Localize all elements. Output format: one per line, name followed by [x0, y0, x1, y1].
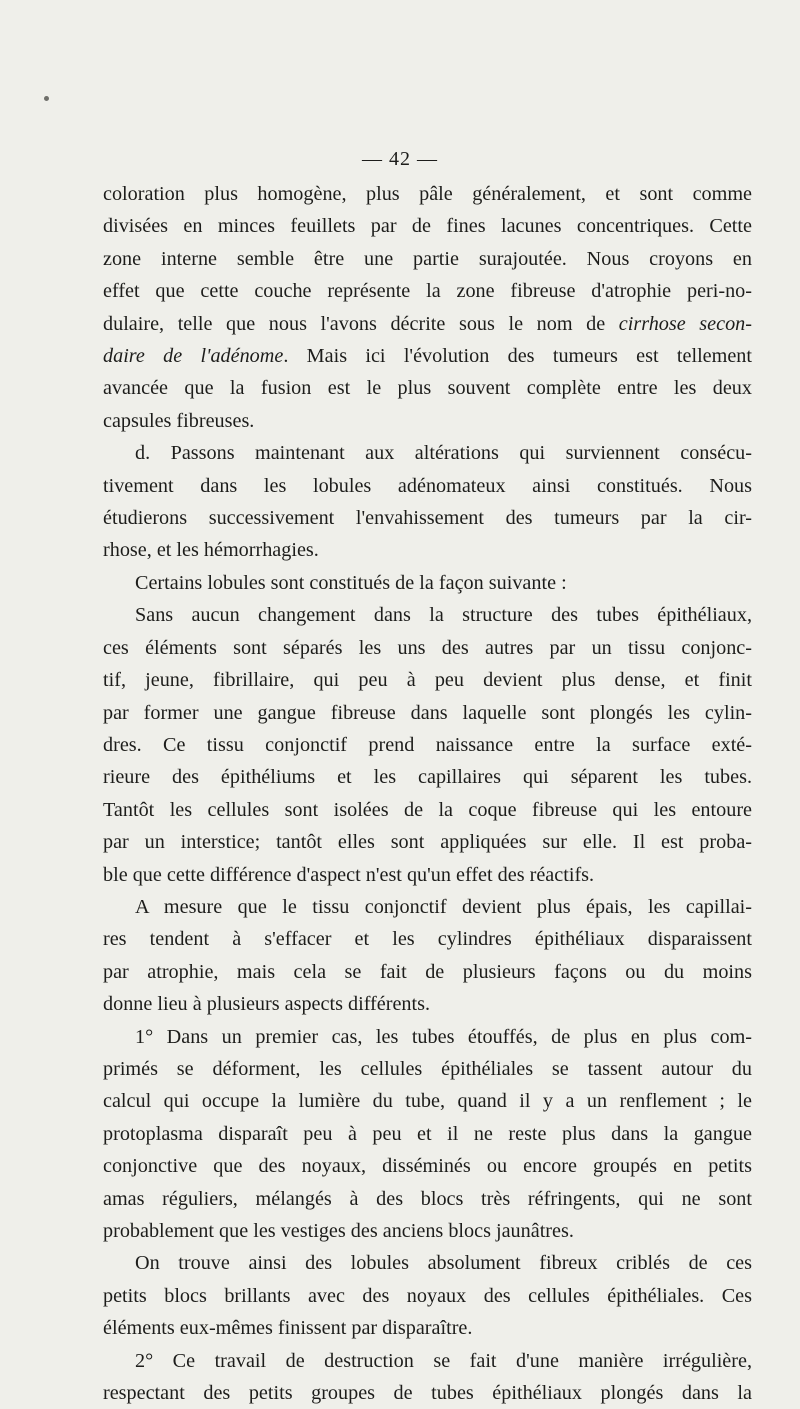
- paragraph: [103, 567, 752, 599]
- text-line: capsules fibreuses.: [103, 409, 255, 432]
- text-line: dulaire, telle que nous l'avons décrite sous le nom de cirrhose secon-: [103, 312, 752, 335]
- text-line: par atrophie, mais cela se fait de plusieurs façons ou du moins: [103, 960, 752, 983]
- text-line: ces éléments sont séparés les uns des autres par un tissu conjonc-: [103, 636, 752, 659]
- text-line: tivement dans les lobules adénomateux ainsi constitués. Nous: [103, 474, 752, 497]
- text-line: 2° Ce travail de destruction se fait d'une manière irrégulière,: [135, 1349, 752, 1372]
- paragraph: [103, 599, 752, 891]
- text-line: tif, jeune, fibrillaire, qui peu à peu devient plus dense, et finit: [103, 669, 752, 692]
- text-line: conjonctive que des noyaux, disséminés ou encore groupés en petits: [103, 1155, 752, 1178]
- paragraph: [103, 891, 752, 1021]
- text-line: petits blocs brillants avec des noyaux des cellules épithéliales. Ces: [103, 1284, 752, 1307]
- text-line: rieure des épithéliums et les capillaires qui séparent les tubes.: [103, 766, 752, 789]
- text-line: ble que cette différence d'aspect n'est qu'un effet des réactifs.: [103, 863, 595, 886]
- text-line: protoplasma disparaît peu à peu et il ne reste plus dans la gangue: [103, 1122, 752, 1145]
- text-line: primés se déforment, les cellules épithéliales se tassent autour du: [103, 1057, 752, 1080]
- text-line: res tendent à s'effacer et les cylindres épithéliaux disparaissent: [103, 928, 752, 951]
- text-line: étudierons successivement l'envahissement des tumeurs par la cir-: [103, 507, 752, 530]
- text-line: calcul qui occupe la lumière du tube, quand il y a un renflement ; le: [103, 1090, 752, 1113]
- text-line: coloration plus homogène, plus pâle généralement, et sont comme: [103, 183, 752, 205]
- text-line: Sans aucun changement dans la structure des tubes épithéliaux,: [135, 604, 752, 627]
- text-line: daire de l'adénome. Mais ici l'évolution des tumeurs est tellement: [103, 345, 753, 368]
- text-line: Tantôt les cellules sont isolées de la coque fibreuse qui les entoure: [103, 798, 752, 821]
- paragraph: [103, 1247, 752, 1344]
- text-line: A mesure que le tissu conjonctif devient plus épais, les capillai-: [135, 895, 752, 918]
- text-line: amas réguliers, mélangés à des blocs très réfringents, qui ne sont: [103, 1187, 752, 1210]
- text-line: zone interne semble être une partie surajoutée. Nous croyons en: [103, 247, 752, 270]
- text-line: par un interstice; tantôt elles sont appliquées sur elle. Il est proba-: [103, 831, 752, 854]
- text-line: éléments eux-mêmes finissent par disparaître.: [103, 1317, 473, 1340]
- paragraph: [103, 1345, 752, 1409]
- italic-term: daire de l'adénome: [103, 345, 284, 368]
- text-line: probablement que les vestiges des anciens blocs jaunâtres.: [103, 1220, 574, 1242]
- ink-speck: [44, 96, 49, 101]
- text-line: Certains lobules sont constitués de la façon suivante :: [135, 571, 567, 594]
- page-number: — 42 —: [362, 148, 438, 170]
- italic-term: cirrhose secon-: [618, 312, 752, 335]
- text-line: effet que cette couche représente la zone fibreuse d'atrophie peri-no-: [103, 280, 752, 303]
- paragraph: [103, 1021, 752, 1248]
- body-text: [103, 178, 752, 1409]
- paragraph: [103, 437, 752, 567]
- text-line: respectant des petits groupes de tubes épithéliaux plongés dans la: [103, 1382, 752, 1405]
- text-line: d. Passons maintenant aux altérations qui surviennent consécu-: [135, 442, 752, 465]
- text-line: dres. Ce tissu conjonctif prend naissance entre la surface exté-: [103, 733, 752, 756]
- text-line: rhose, et les hémorrhagies.: [103, 539, 319, 562]
- text-line: divisées en minces feuillets par de fines lacunes concentriques. Cette: [103, 215, 752, 238]
- text-line: par former une gangue fibreuse dans laquelle sont plongés les cylin-: [103, 701, 752, 724]
- text-line: donne lieu à plusieurs aspects différents.: [103, 993, 431, 1016]
- text-line: On trouve ainsi des lobules absolument fibreux criblés de ces: [135, 1252, 752, 1275]
- text-line: avancée que la fusion est le plus souvent complète entre les deux: [103, 377, 752, 400]
- paragraph: [103, 178, 752, 437]
- text-line: 1° Dans un premier cas, les tubes étouffés, de plus en plus com-: [135, 1025, 752, 1048]
